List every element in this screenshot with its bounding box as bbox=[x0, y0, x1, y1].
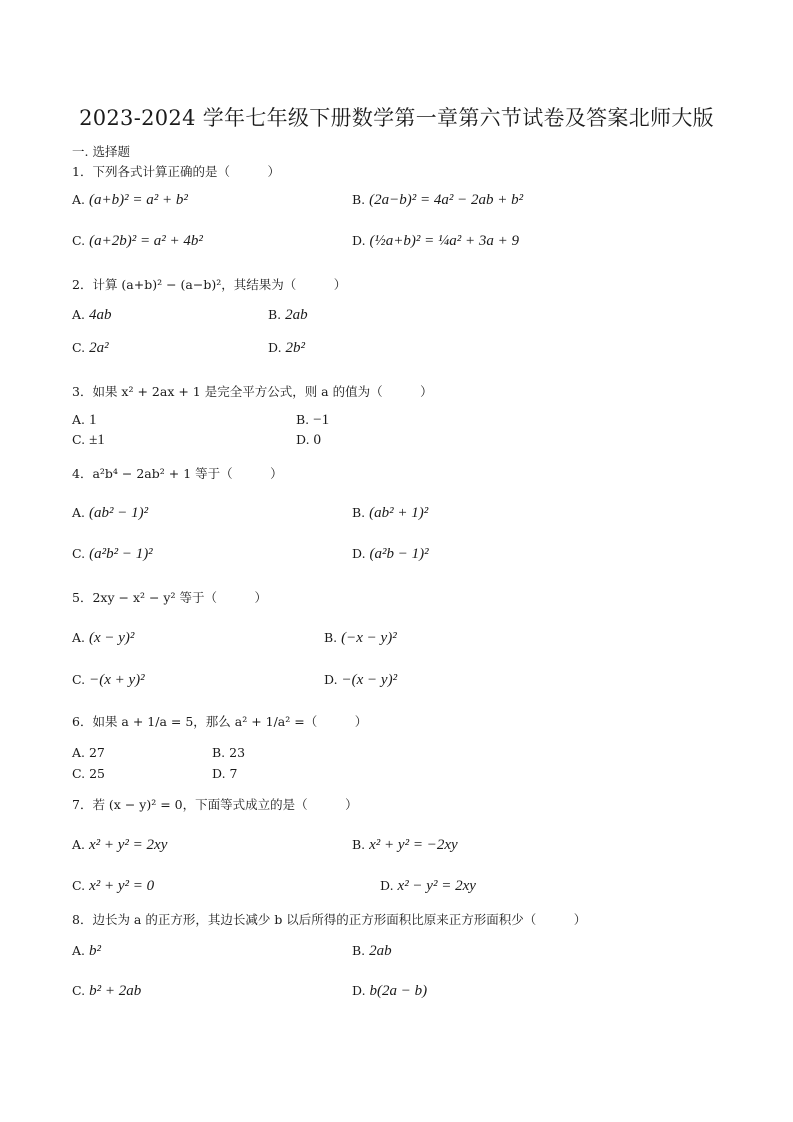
q7-option-b: B. x² + y² = −2xy bbox=[352, 837, 458, 853]
question-8-stem: 8．边长为 a 的正方形，其边长减少 b 以后所得的正方形面积比原来正方形面积少（ ） bbox=[72, 912, 587, 927]
q1-option-d: D. (½a+b)² = ¼a² + 3a + 9 bbox=[352, 233, 520, 249]
q1-option-c: C. (a+2b)² = a² + 4b² bbox=[72, 233, 203, 249]
q4-option-c: C. (a²b² − 1)² bbox=[72, 546, 153, 562]
question-7-stem: 7．若 (x − y)² = 0，下面等式成立的是（ ） bbox=[72, 797, 358, 812]
q1-option-b: B. (2a−b)² = 4a² − 2ab + b² bbox=[352, 192, 524, 208]
q2-option-d: D. 2b² bbox=[268, 340, 306, 356]
q5-option-d: D. −(x − y)² bbox=[324, 672, 398, 688]
q2-option-b: B. 2ab bbox=[268, 307, 308, 323]
question-1-stem: 1．下列各式计算正确的是（ ） bbox=[72, 164, 280, 179]
q8-option-c: C. b² + 2ab bbox=[72, 983, 142, 999]
q1-option-a: A. (a+b)² = a² + b² bbox=[72, 192, 188, 208]
q3-option-a: A. 1 bbox=[72, 412, 97, 428]
q5-option-a: A. (x − y)² bbox=[72, 630, 135, 646]
q4-option-b: B. (ab² + 1)² bbox=[352, 505, 429, 521]
question-4-stem: 4．a²b⁴ − 2ab² + 1 等于（ ） bbox=[72, 466, 283, 481]
q8-option-a: A. b² bbox=[72, 943, 101, 959]
question-3-stem: 3．如果 x² + 2ax + 1 是完全平方公式，则 a 的值为（ ） bbox=[72, 384, 433, 399]
question-2-stem: 2．计算 (a+b)² − (a−b)²，其结果为（ ） bbox=[72, 277, 347, 292]
q2-option-c: C. 2a² bbox=[72, 340, 109, 356]
q6-option-c: C. 25 bbox=[72, 766, 105, 781]
q3-option-b: B. −1 bbox=[296, 412, 330, 428]
q3-option-d: D. 0 bbox=[296, 432, 322, 448]
q8-option-d: D. b(2a − b) bbox=[352, 983, 428, 999]
q7-option-a: A. x² + y² = 2xy bbox=[72, 837, 168, 853]
q5-option-b: B. (−x − y)² bbox=[324, 630, 397, 646]
question-6-stem: 6．如果 a + 1/a = 5，那么 a² + 1/a² =（ ） bbox=[72, 714, 368, 729]
q6-option-d: D. 7 bbox=[212, 766, 238, 781]
page-title: 2023-2024 学年七年级下册数学第一章第六节试卷及答案北师大版 bbox=[79, 106, 714, 130]
q7-option-d: D. x² − y² = 2xy bbox=[380, 878, 476, 894]
q6-option-b: B. 23 bbox=[212, 745, 246, 760]
q2-option-a: A. 4ab bbox=[72, 307, 112, 323]
section-heading: 一. 选择题 bbox=[72, 144, 130, 159]
q4-option-d: D. (a²b − 1)² bbox=[352, 546, 429, 562]
q7-option-c: C. x² + y² = 0 bbox=[72, 878, 155, 894]
q5-option-c: C. −(x + y)² bbox=[72, 672, 145, 688]
question-5-stem: 5．2xy − x² − y² 等于（ ） bbox=[72, 590, 267, 605]
q8-option-b: B. 2ab bbox=[352, 943, 392, 959]
q6-option-a: A. 27 bbox=[72, 745, 105, 760]
q4-option-a: A. (ab² − 1)² bbox=[72, 505, 149, 521]
q3-option-c: C. ±1 bbox=[72, 432, 105, 448]
